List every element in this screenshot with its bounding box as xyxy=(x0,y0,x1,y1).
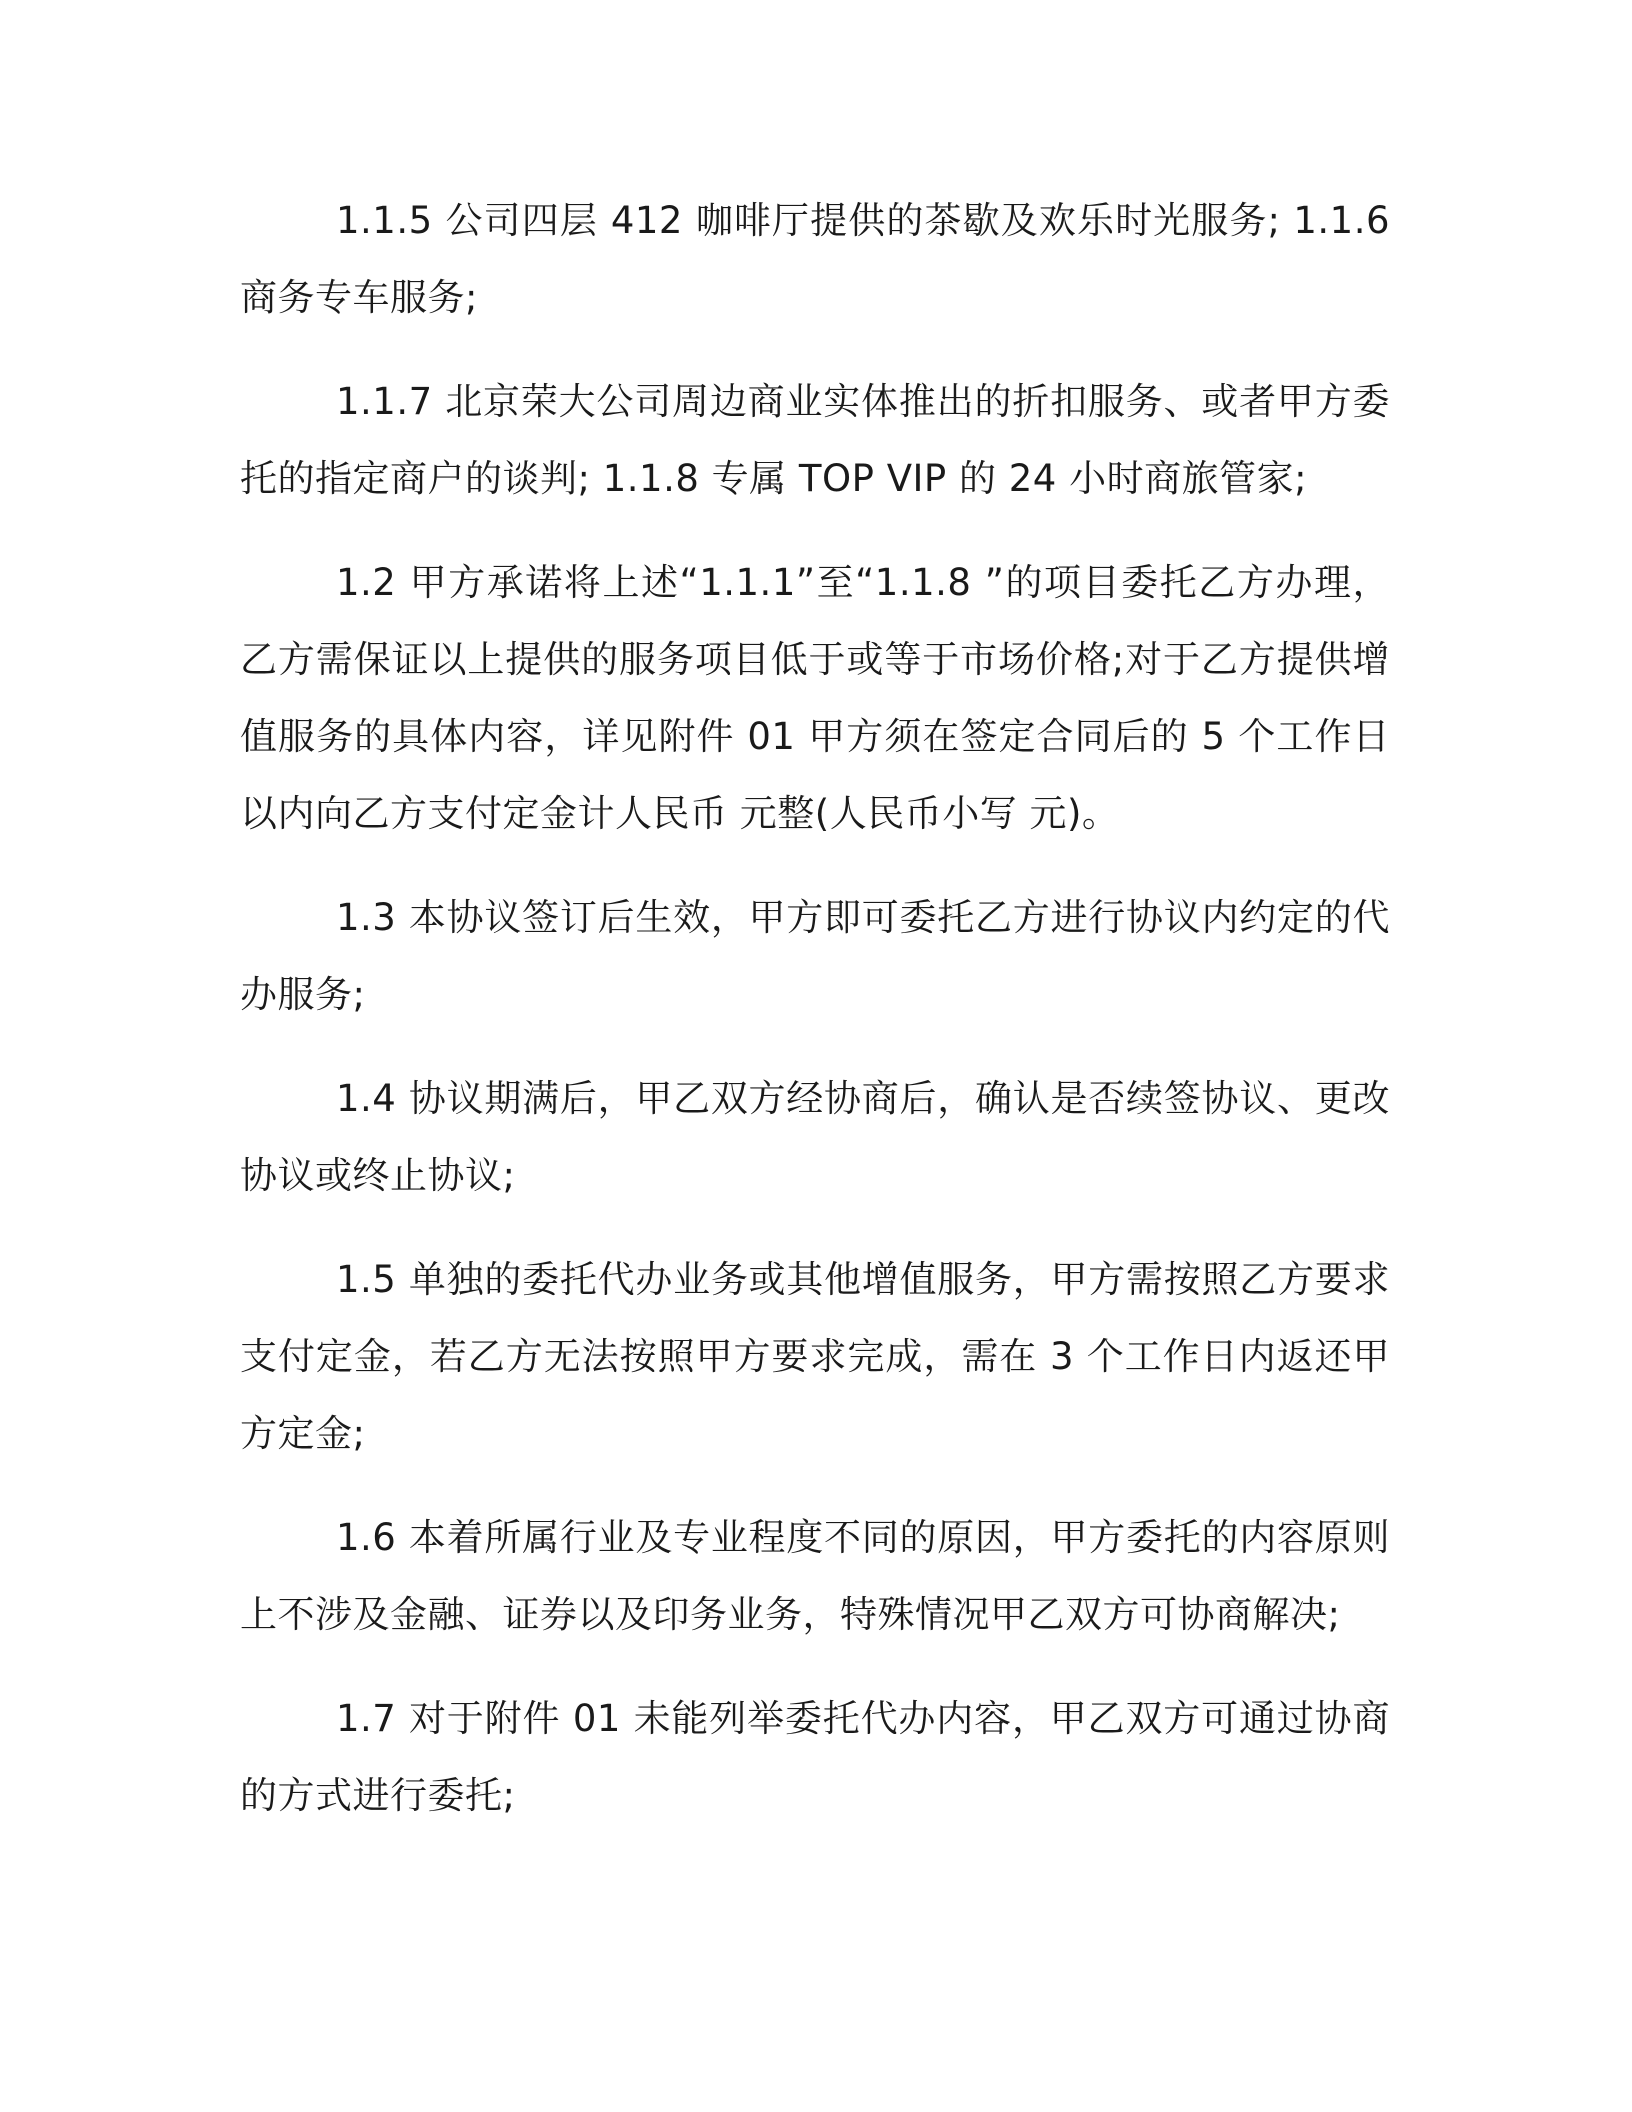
clause-1-7: 1.7 对于附件 01 未能列举委托代办内容，甲乙双方可通过协商的方式进行委托; xyxy=(240,1697,1390,1817)
clause-1-4: 1.4 协议期满后，甲乙双方经协商后，确认是否续签协议、更改协议或终止协议; xyxy=(240,1077,1390,1197)
clause-1-1-5: 1.1.5 公司四层 412 咖啡厅提供的茶歇及欢乐时光服务; 1.1.6 商务专车服务; xyxy=(240,199,1390,319)
clause-1-3: 1.3 本协议签订后生效，甲方即可委托乙方进行协议内约定的代办服务; xyxy=(240,896,1390,1016)
clause-1-2: 1.2 甲方承诺将上述“1.1.1”至“1.1.8 ”的项目委托乙方办理，乙方需保证以上提供的服务项目低于或等于市场价格;对于乙方提供增值服务的具体内容，详见附件 01 甲方须在签定合同后的 5 个工作日以内向乙方支付定金计人民币 元整(人民币小写 元)。 xyxy=(240,561,1390,835)
clause-1-1-7: 1.1.7 北京荣大公司周边商业实体推出的折扣服务、或者甲方委托的指定商户的谈判; 1.1.8 专属 TOP VIP 的 24 小时商旅管家; xyxy=(240,380,1390,500)
clause-1-6: 1.6 本着所属行业及专业程度不同的原因，甲方委托的内容原则上不涉及金融、证券以及印务业务，特殊情况甲乙双方可协商解决; xyxy=(240,1516,1390,1636)
clause-1-5: 1.5 单独的委托代办业务或其他增值服务，甲方需按照乙方要求支付定金，若乙方无法按照甲方要求完成，需在 3 个工作日内返还甲方定金; xyxy=(240,1258,1390,1455)
document-body xyxy=(240,182,1390,1861)
